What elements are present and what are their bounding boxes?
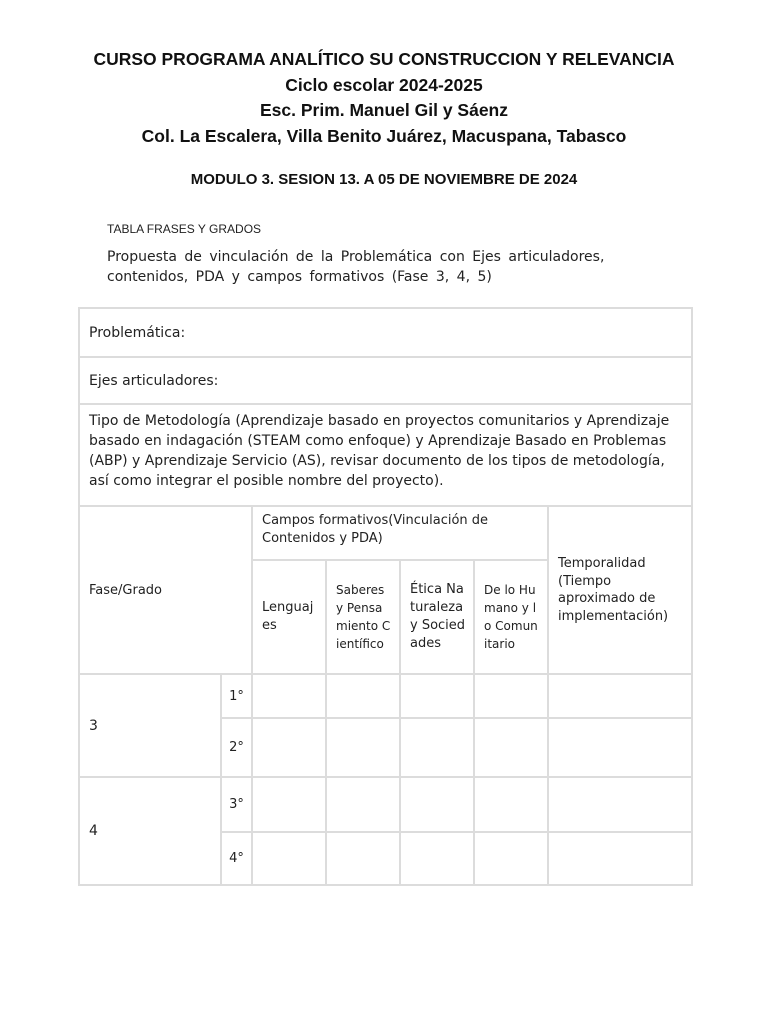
temporalidad-header: Temporalidad (Tiempo aproximado de implementación) [548, 506, 692, 674]
saberes-entry[interactable] [326, 674, 400, 718]
school-address: Col. La Escalera, Villa Benito Juárez, Macuspana, Tabasco [141, 125, 627, 146]
planning-table [78, 307, 693, 886]
school-name: Esc. Prim. Manuel Gil y Sáenz [259, 100, 508, 120]
proposal-text: Propuesta de vinculación de la Problemática con Ejes articuladores, contenidos, PDA y campos formativos (Fase 3, 4, 5) [107, 249, 605, 285]
table-caption: TABLA FRASES Y GRADOS [107, 222, 262, 236]
humano-entry[interactable] [474, 718, 548, 777]
document-header [0, 47, 768, 149]
lenguajes-entry[interactable] [252, 832, 326, 885]
lenguajes-entry[interactable] [252, 674, 326, 718]
humano-comunitario-header: De lo Humano y lo Comunitario [474, 560, 548, 674]
humano-entry[interactable] [474, 674, 548, 718]
table-row [79, 777, 692, 832]
fase-grado-header: Fase/Grado [79, 506, 252, 674]
temporalidad-entry[interactable] [548, 832, 692, 885]
humano-entry[interactable] [474, 777, 548, 832]
campos-formativos-header: Campos formativos(Vinculación de Contenidos y PDA) [252, 506, 548, 560]
lenguajes-entry[interactable] [252, 777, 326, 832]
grado-cell: 3° [221, 777, 252, 832]
humano-entry[interactable] [474, 832, 548, 885]
etica-naturaleza-header: Ética Naturaleza y Sociedades [400, 560, 474, 674]
saberes-entry[interactable] [326, 832, 400, 885]
saberes-pensamiento-header: Saberes y Pensamiento Científico [326, 560, 400, 674]
table-row [79, 674, 692, 718]
fase-cell: 3 [79, 674, 221, 777]
temporalidad-entry[interactable] [548, 777, 692, 832]
fase-cell: 4 [79, 777, 221, 885]
temporalidad-entry[interactable] [548, 718, 692, 777]
saberes-entry[interactable] [326, 718, 400, 777]
saberes-entry[interactable] [326, 777, 400, 832]
etica-entry[interactable] [400, 832, 474, 885]
problematica-cell[interactable]: Problemática: [79, 308, 692, 357]
etica-entry[interactable] [400, 777, 474, 832]
grado-cell: 1° [221, 674, 252, 718]
temporalidad-entry[interactable] [548, 674, 692, 718]
etica-entry[interactable] [400, 718, 474, 777]
course-title: CURSO PROGRAMA ANALÍTICO SU CONSTRUCCION Y RELEVANCIA [93, 49, 675, 69]
lenguajes-header: Lenguajes [252, 560, 326, 674]
lenguajes-entry[interactable] [252, 718, 326, 777]
ejes-articuladores-cell[interactable]: Ejes articuladores: [79, 357, 692, 404]
grado-cell: 4° [221, 832, 252, 885]
metodologia-cell[interactable]: Tipo de Metodología (Aprendizaje basado en proyectos comunitarios y Aprendizaje basado en indagación (STEAM como enfoque) y Aprendizaje Basado en Problemas (ABP) y Aprendizaje Servicio (AS), revisar documento de los tipos de metodología, así como integrar el posible nombre del proyecto). [79, 404, 692, 506]
module-session-title: MODULO 3. SESION 13. A 05 DE NOVIEMBRE DE 2024 [190, 171, 578, 188]
grado-cell: 2° [221, 718, 252, 777]
etica-entry[interactable] [400, 674, 474, 718]
school-year: Ciclo escolar 2024-2025 [285, 74, 483, 95]
